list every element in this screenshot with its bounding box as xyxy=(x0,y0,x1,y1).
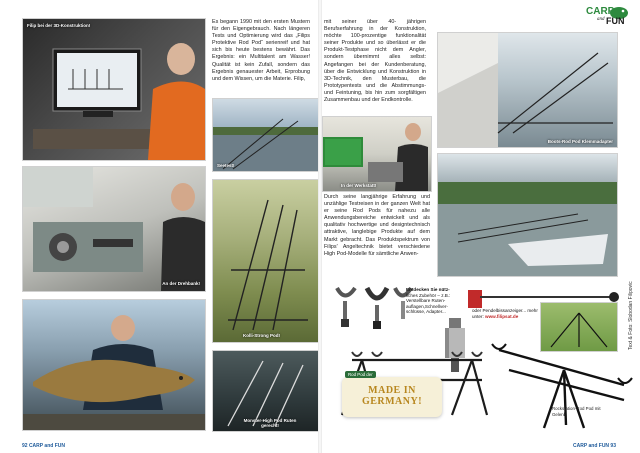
shop-link[interactable]: www.filipsat.de xyxy=(485,313,519,319)
photo-boat-pod xyxy=(437,32,618,148)
caption-pod-tall: Kolli-Strong Pod! xyxy=(243,333,280,338)
photo-rodpod-illustration xyxy=(213,180,319,342)
photo-lake-test xyxy=(212,98,320,172)
photo-cnc-illustration xyxy=(23,19,205,160)
photo-river-illustration xyxy=(438,154,617,276)
photo-credit xyxy=(628,210,636,350)
caption-pod-black: Rockstation-Rod Pod mit Gelenk xyxy=(552,406,601,417)
caption-cnc: Filip bei der 3D-Konstruktion! xyxy=(27,23,91,28)
logo-text-fun: FUN xyxy=(606,16,625,26)
callout-shop xyxy=(472,308,544,319)
photo-lathe-illustration xyxy=(23,167,205,291)
caption-boat-pod: Boots-Rod Pod Klemmadapter xyxy=(547,139,613,144)
page-gutter xyxy=(318,0,322,453)
photo-credit-text: Text & Foto: Slobodan Filipovic xyxy=(628,281,634,350)
text-column-2: mit seiner über 40- jährigen Berufserfahrung in der Konstruktion, möchte 100-prozentige funktionalität seiner Produkte und so überlässt er die Produkt-Testphase nicht dem Angler, sondern übernimmt alles selbst: Angefangen bei der Kundenberatung, über die Entwicklung und Konstruktion in 3D-Technik, den Musterbau, die Prototypentests und die Abstimmungs- und Feintuning, bis hin zum sorgfältigen Zusammenbau und der Endkontrolle. xyxy=(324,19,426,104)
carp-and-fun-logo xyxy=(586,4,630,28)
callout-accessories-body: liches Zubehör – z.B.: Verstellbare Ruten-auflagen,Schnellver-schlüsse, Adapter... xyxy=(406,292,451,315)
photo-carp-catch xyxy=(22,299,206,431)
text-column-1: Es begann 1990 mit den ersten Mustern für den Eigengebrauch. Nach längeren Tests und Optimierung wird das „Filips Protektive Rod Pod“ serienreif und hat sich bis heute bestens bewährt. Das Ergebnis: ein Multitalent am Wasser! Qualität ist kein Zufall, sondern das Ergebnis genauester Arbeit, Erprobung und dem Wissen, um die Materie. Filip, xyxy=(212,19,310,82)
photo-lake-illustration xyxy=(213,99,319,171)
caption-workshop: In der Werkstatt! xyxy=(341,183,377,188)
photo-lathe xyxy=(22,166,206,292)
made-badge-line1: MADE IN xyxy=(368,385,416,396)
photo-workshop-illustration xyxy=(323,117,431,191)
footer-right: CARP and FUN 93 xyxy=(573,443,616,449)
photo-boat-pod-illustration xyxy=(438,33,617,147)
photo-carp-illustration xyxy=(23,300,205,430)
photo-river-boat xyxy=(437,153,618,277)
caption-pond: Seetest! xyxy=(217,163,235,168)
callout-shop-text: oder Pendelbissanzeiger... mehr unter: xyxy=(472,308,538,319)
photo-workshop xyxy=(322,116,432,192)
made-badge-tag: Rod Pod der xyxy=(345,371,376,378)
footer-left: 92 CARP and FUN xyxy=(22,443,65,449)
logo-text-carp: CARP xyxy=(586,6,615,17)
text-column-3: Durch seine langjährige Erfahrung und unzählige Testreisen in der ganzen Welt hat er seine Rod Pods für nahezu alle Anwendungsbereiche entwickelt und als qualitativ hochwertige und designtechnisch attraktive, langlebige Produkte auf dem Markt gebracht. Das Produktspektrum von Filips' Angeltechnik bietet verschiedene High Pod-Modelle für sämtliche Anwen- xyxy=(324,194,430,257)
caption-lathe: An der Drehbank! xyxy=(162,281,200,286)
caption-pods-three: Monster-High Pod Ruten gerecht! xyxy=(243,418,297,428)
accessory-buzzbar-clips xyxy=(327,283,417,333)
made-in-germany-badge xyxy=(342,372,442,417)
logo-text-and: and xyxy=(597,17,605,22)
callout-accessories-title: Entdecken Sie nütz- xyxy=(406,287,450,292)
made-badge-line2: GERMANY! xyxy=(361,396,423,407)
photo-rodpod-tall xyxy=(212,179,320,343)
callout-accessories xyxy=(406,287,456,315)
photo-pods-three xyxy=(212,350,320,432)
photo-cnc-design xyxy=(22,18,206,161)
